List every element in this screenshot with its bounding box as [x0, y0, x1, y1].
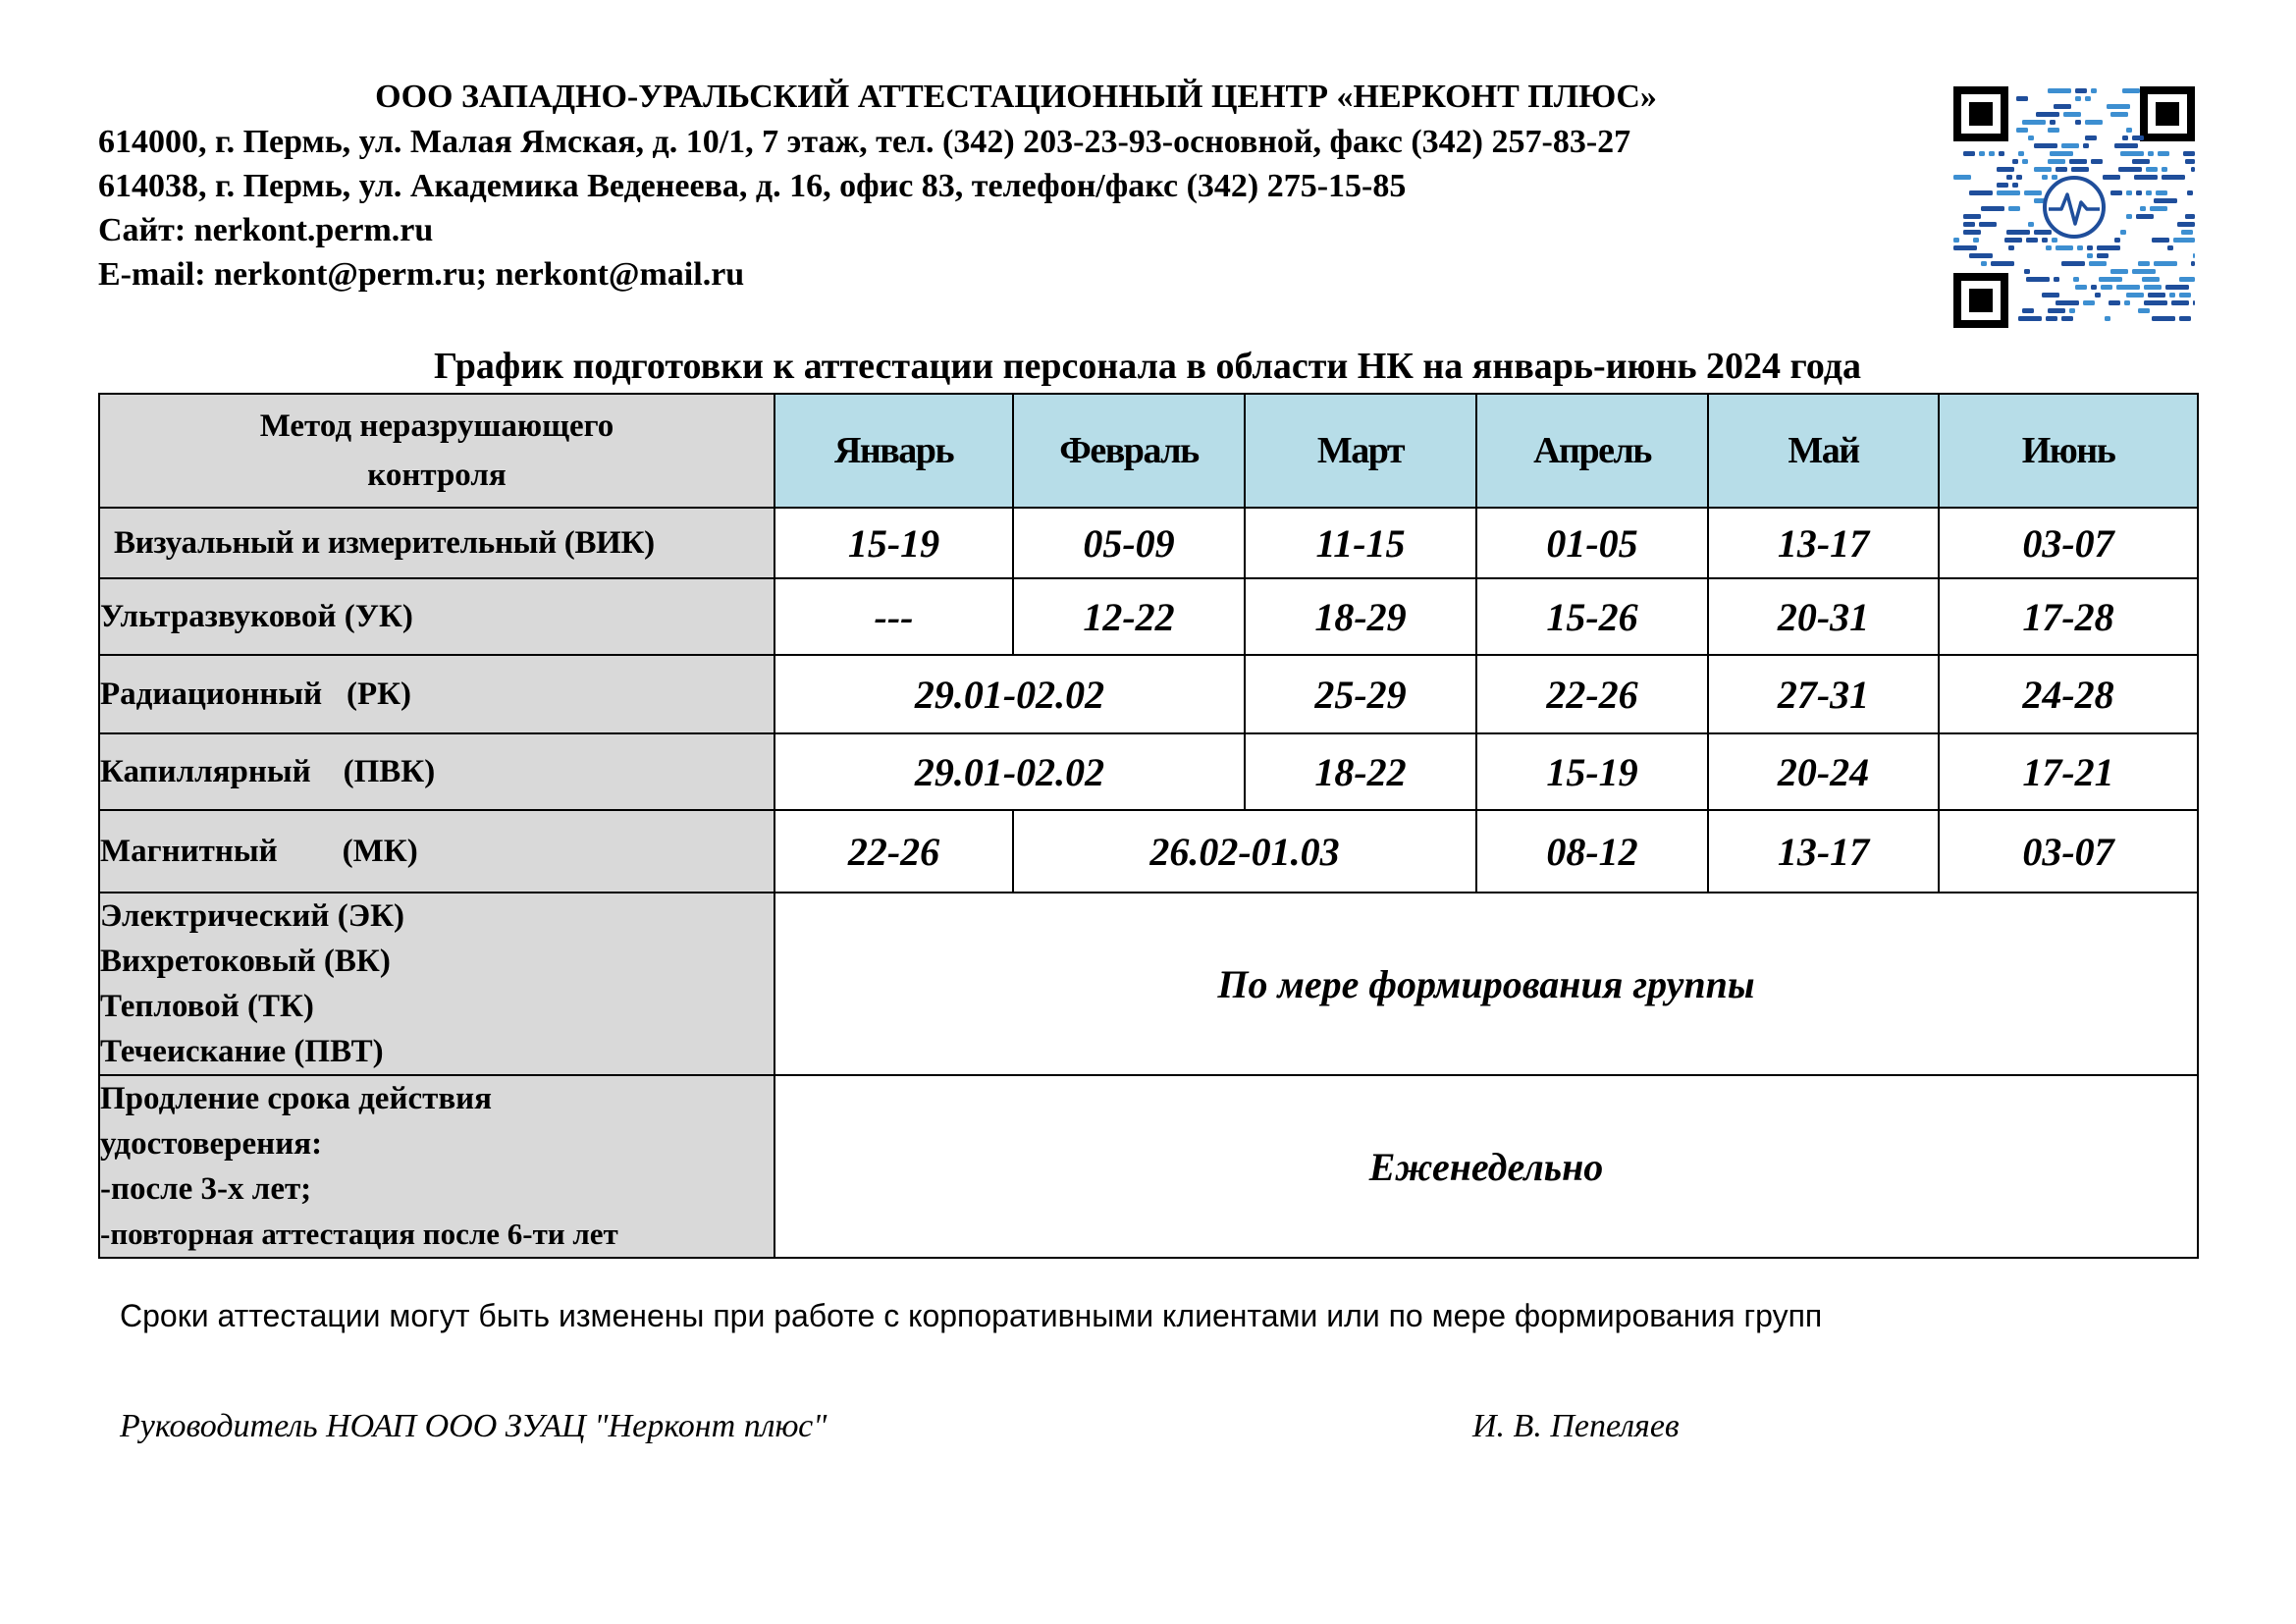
method-label: Визуальный и измерительный (ВИК) [99, 508, 774, 578]
qr-module [2016, 96, 2028, 101]
date-cell: 15-19 [1476, 733, 1708, 810]
qr-module [2138, 308, 2150, 313]
date-cell: 05-09 [1013, 508, 1245, 578]
qr-module [1997, 183, 2008, 188]
qr-module [2114, 143, 2138, 148]
qr-module [2026, 277, 2050, 282]
signature-position: Руководитель НОАП ООО ЗУАЦ "Нерконт плюс" [120, 1408, 828, 1444]
qr-module [2016, 175, 2022, 180]
date-cell: 22-26 [774, 810, 1013, 893]
qr-module [1963, 230, 1981, 235]
qr-module [1953, 175, 1971, 180]
qr-module [2124, 300, 2130, 305]
qr-module [2048, 159, 2065, 164]
method-label-group [99, 893, 774, 1075]
method-label-ek: Электрический (ЭК) [100, 898, 404, 934]
letterhead [98, 75, 1924, 297]
qr-module [2156, 190, 2167, 195]
qr-module [2146, 167, 2158, 172]
qr-module [2162, 175, 2185, 180]
organization-name: ООО ЗАПАДНО-УРАЛЬСКИЙ АТТЕСТАЦИОННЫЙ ЦЕНТР «НЕРКОНТ ПЛЮС» [375, 79, 1657, 115]
date-cell: 27-31 [1708, 655, 1939, 733]
qr-module [1963, 214, 1981, 219]
method-label-vk: Вихретоковый (ВК) [100, 944, 391, 979]
qr-finder-top-right [2140, 86, 2195, 141]
qr-module [2004, 238, 2022, 243]
qr-module [2085, 96, 2091, 101]
qr-module [2118, 167, 2142, 172]
qr-module [2034, 143, 2057, 148]
qr-module [2012, 159, 2018, 164]
qr-module [2103, 175, 2120, 180]
qr-finder-bottom-left [1953, 273, 2008, 328]
table-row-rk [99, 655, 2198, 733]
qr-module [2179, 316, 2191, 321]
method-label-pvt: Течеискание (ПВТ) [100, 1034, 384, 1069]
qr-module [2034, 167, 2052, 172]
qr-module [2006, 175, 2012, 180]
schedule-table [98, 393, 2199, 1259]
qr-module [2012, 183, 2018, 188]
qr-module [2158, 151, 2169, 156]
qr-module [2165, 285, 2189, 290]
qr-module [2034, 230, 2052, 235]
qr-module [2042, 293, 2059, 298]
qr-module [2085, 120, 2103, 125]
qr-module [2052, 238, 2057, 243]
month-header-may: Май [1708, 394, 1939, 508]
qr-module [2110, 190, 2122, 195]
qr-module [2083, 300, 2095, 305]
qr-module [2107, 104, 2130, 109]
qr-module [1991, 261, 2014, 266]
method-label-renewal: Продление срока действия удостоверения: -после 3-х лет; -повторная аттестация после 6-ти лет [99, 1075, 774, 1258]
qr-module [2036, 112, 2059, 117]
qr-module [2008, 245, 2014, 250]
qr-module [2126, 214, 2132, 219]
qr-module [2008, 206, 2020, 211]
group-schedule-cell: По мере формирования группы [774, 893, 2198, 1075]
date-cell: 24-28 [1939, 655, 2198, 733]
method-column-header: Метод неразрушающего контроля [99, 394, 774, 508]
qr-module [2126, 128, 2132, 133]
date-cell: 17-21 [1939, 733, 2198, 810]
date-cell: 18-29 [1245, 578, 1476, 655]
qr-module [1979, 222, 1997, 227]
date-cell: 03-07 [1939, 810, 2198, 893]
qr-module [2071, 167, 2089, 172]
qr-module [2120, 151, 2144, 156]
date-cell: 01-05 [1476, 508, 1708, 578]
qr-module [2097, 245, 2120, 250]
date-cell: 13-17 [1708, 810, 1939, 893]
qr-module [2110, 112, 2128, 117]
date-cell-jan-feb: 29.01-02.02 [774, 733, 1245, 810]
qr-logo-pulse-icon [2045, 178, 2104, 237]
qr-module [1973, 238, 1979, 243]
qr-module [2091, 159, 2103, 164]
qr-module [1953, 245, 1977, 250]
qr-module [1953, 238, 1959, 243]
qr-module [2050, 120, 2056, 125]
qr-code [1953, 86, 2195, 328]
qr-module [2091, 285, 2097, 290]
qr-module [2077, 245, 2083, 250]
qr-module [2177, 222, 2195, 227]
qr-module [2136, 190, 2142, 195]
qr-module [1969, 190, 1993, 195]
qr-module [1981, 261, 1987, 266]
qr-module [2187, 190, 2193, 195]
qr-module [2091, 88, 2097, 93]
qr-module [2146, 190, 2152, 195]
date-cell: 20-31 [1708, 578, 1939, 655]
qr-module [2022, 308, 2034, 313]
date-cell: 17-28 [1939, 578, 2198, 655]
qr-module [2018, 151, 2024, 156]
qr-module [2087, 245, 2093, 250]
qr-module [2191, 167, 2195, 172]
qr-module [2075, 96, 2081, 101]
method-label-tk: Тепловой (ТК) [100, 989, 314, 1024]
qr-module [2185, 159, 2195, 164]
qr-module [2056, 300, 2079, 305]
qr-module [2150, 206, 2167, 211]
qr-module [2122, 135, 2128, 140]
qr-module [2136, 214, 2154, 219]
method-label: Магнитный (МК) [99, 810, 774, 893]
qr-module [2144, 300, 2167, 305]
qr-module [2148, 293, 2165, 298]
qr-module [2024, 269, 2030, 274]
qr-module [2026, 238, 2038, 243]
qr-module [1963, 151, 1975, 156]
qr-module [2169, 293, 2175, 298]
qr-module [2101, 285, 2112, 290]
qr-module [2069, 308, 2075, 313]
qr-module [2069, 159, 2087, 164]
qr-module [2048, 88, 2071, 93]
qr-module [2061, 261, 2085, 266]
date-cell: 11-15 [1245, 508, 1476, 578]
qr-module [2185, 214, 2195, 219]
table-row-mk [99, 810, 2198, 893]
qr-module [2048, 308, 2065, 313]
qr-module [2075, 120, 2081, 125]
signature-name: И. В. Пепеляев [1472, 1408, 1680, 1444]
table-row-uk [99, 578, 2198, 655]
month-header-february: Февраль [1013, 394, 1245, 508]
qr-module [2116, 285, 2140, 290]
qr-module [2173, 238, 2195, 243]
date-cell: 18-22 [1245, 733, 1476, 810]
qr-module [2075, 88, 2087, 93]
date-cell: 15-26 [1476, 578, 1708, 655]
qr-module [2056, 245, 2073, 250]
qr-module [2061, 316, 2073, 321]
qr-module [2138, 261, 2150, 266]
qr-module [2126, 190, 2132, 195]
qr-module [1969, 253, 1993, 258]
qr-module [2132, 269, 2156, 274]
qr-module [2083, 143, 2089, 148]
qr-module [2095, 293, 2101, 298]
qr-module [2154, 261, 2177, 266]
qr-module [2075, 285, 2087, 290]
qr-module [1989, 151, 1995, 156]
qr-module [1981, 206, 2004, 211]
qr-module [2140, 206, 2146, 211]
date-cell: --- [774, 578, 1013, 655]
qr-module [2028, 222, 2034, 227]
qr-module [2046, 316, 2057, 321]
qr-module [2134, 175, 2158, 180]
date-cell-jan-feb: 29.01-02.02 [774, 655, 1245, 733]
qr-module [2022, 120, 2046, 125]
month-header-june: Июнь [1939, 394, 2198, 508]
date-cell: 25-29 [1245, 655, 1476, 733]
month-header-march: Март [1245, 394, 1476, 508]
qr-module [2181, 230, 2193, 235]
qr-module [1999, 151, 2004, 156]
qr-module [2148, 151, 2154, 156]
qr-module [2024, 190, 2042, 195]
qr-module [2028, 135, 2034, 140]
address-main: 614000, г. Пермь, ул. Малая Ямская, д. 10/1, 7 этаж, тел. (342) 203-23-93-основной, факс (342) 257-83-27 [98, 124, 1631, 160]
qr-module [1997, 190, 2020, 195]
qr-module [1963, 222, 1975, 227]
qr-module [2183, 151, 2195, 156]
date-cell-feb-mar: 26.02-01.03 [1013, 810, 1476, 893]
qr-module [2193, 253, 2195, 258]
qr-module [2105, 316, 2110, 321]
website[interactable]: Сайт: nerkont.perm.ru [98, 212, 434, 248]
date-cell: 20-24 [1708, 733, 1939, 810]
qr-module [2089, 261, 2107, 266]
qr-module [2167, 245, 2173, 250]
qr-module [2097, 253, 2109, 258]
date-cell: 08-12 [1476, 810, 1708, 893]
date-cell: 15-19 [774, 508, 1013, 578]
month-header-january: Январь [774, 394, 1013, 508]
table-row-other-methods [99, 893, 2198, 1075]
qr-module [2162, 167, 2167, 172]
qr-module [2048, 128, 2059, 133]
qr-module [2132, 159, 2150, 164]
qr-module [2179, 277, 2195, 282]
method-label: Радиационный (РК) [99, 655, 774, 733]
qr-module [2144, 285, 2162, 290]
date-cell: 03-07 [1939, 508, 2198, 578]
qr-module [2046, 245, 2052, 250]
qr-module [2142, 277, 2160, 282]
qr-module [2054, 277, 2059, 282]
qr-module [1997, 167, 2014, 172]
qr-module [2193, 300, 2195, 305]
renewal-schedule-cell: Еженедельно [774, 1075, 2198, 1258]
qr-module [2126, 293, 2144, 298]
qr-finder-top-left [1953, 86, 2008, 141]
qr-module [2122, 88, 2140, 93]
method-label: Ультразвуковой (УК) [99, 578, 774, 655]
qr-module [2006, 230, 2030, 235]
qr-module [2152, 316, 2175, 321]
schedule-title: График подготовки к аттестации персонала в области НК на январь-июнь 2024 года [434, 346, 1861, 387]
qr-module [2120, 230, 2126, 235]
qr-module [2114, 238, 2120, 243]
qr-module [2018, 316, 2042, 321]
date-cell: 22-26 [1476, 655, 1708, 733]
qr-module [2179, 293, 2191, 298]
qr-module [2191, 261, 2195, 266]
email[interactable]: E-mail: nerkont@perm.ru; nerkont@mail.ru [98, 256, 745, 293]
qr-module [2063, 112, 2081, 117]
qr-module [2152, 238, 2169, 243]
table-row-vik [99, 508, 2198, 578]
month-header-april: Апрель [1476, 394, 1708, 508]
qr-module [2056, 167, 2067, 172]
qr-module [2132, 135, 2144, 140]
qr-module [2073, 277, 2079, 282]
qr-module [2022, 159, 2028, 164]
qr-module [2054, 104, 2071, 109]
address-office: 614038, г. Пермь, ул. Академика Веденеева, д. 16, офис 83, телефон/факс (342) 275-15-85 [98, 168, 1407, 204]
date-cell: 12-22 [1013, 578, 1245, 655]
method-label: Капиллярный (ПВК) [99, 733, 774, 810]
qr-module [2061, 143, 2079, 148]
footnote: Сроки аттестации могут быть изменены при работе с корпоративными клиентами или по мере формирования групп [120, 1298, 1823, 1333]
qr-module [2171, 300, 2189, 305]
qr-module [2110, 269, 2128, 274]
qr-module [2109, 300, 2120, 305]
table-row-renewal [99, 1075, 2198, 1258]
qr-module [2016, 128, 2028, 133]
qr-module [2042, 175, 2048, 180]
qr-module [2085, 135, 2097, 140]
qr-module [1979, 151, 1985, 156]
qr-module [2050, 151, 2073, 156]
qr-module [2154, 198, 2177, 203]
qr-module [2052, 175, 2057, 180]
date-cell: 13-17 [1708, 508, 1939, 578]
qr-module [2042, 238, 2048, 243]
qr-module [2099, 277, 2122, 282]
table-row-pvk [99, 733, 2198, 810]
qr-module [2087, 253, 2093, 258]
header-row [99, 394, 2198, 508]
